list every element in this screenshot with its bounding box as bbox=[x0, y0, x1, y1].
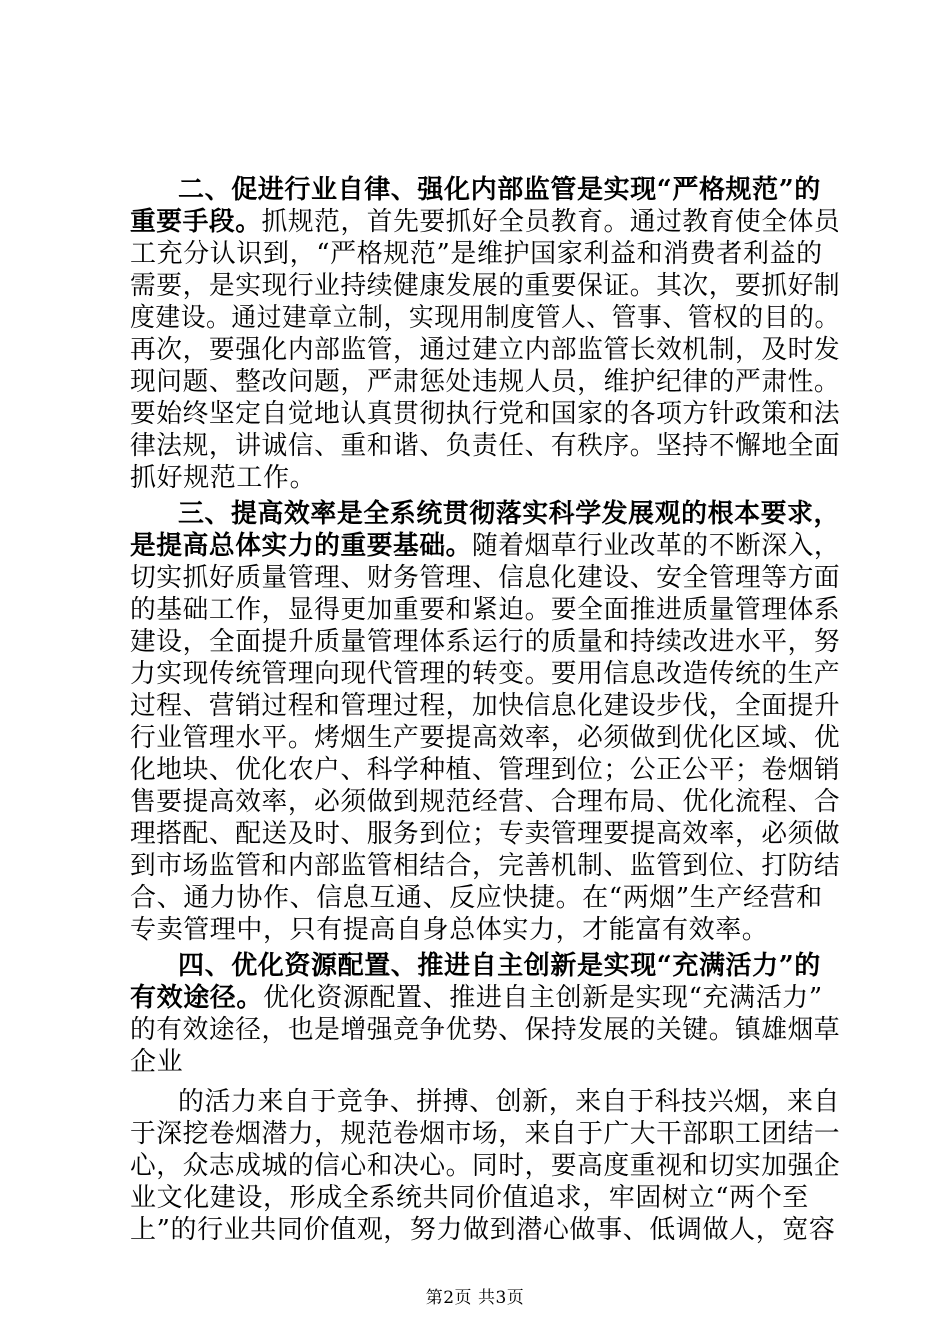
text-line: 过程、营销过程和管理过程，加快信息化建设步伐，全面提升 bbox=[130, 691, 841, 721]
text-line: 力实现传统管理向现代管理的转变。要用信息改造传统的生产 bbox=[130, 659, 841, 689]
section-heading-2: 二、促进行业自律、强化内部监管是实现“严格规范”的 bbox=[178, 175, 821, 205]
text-line: 抓好规范工作。 bbox=[130, 463, 317, 493]
text-line: 建设，全面提升质量管理体系运行的质量和持续改进水平，努 bbox=[130, 627, 841, 657]
text-line: 售要提高效率，必须做到规范经营、合理布局、优化流程、合 bbox=[130, 787, 841, 817]
text-line: 要始终坚定自觉地认真贯彻执行党和国家的各项方针政策和法 bbox=[130, 399, 841, 429]
text-line: 度建设。通过建章立制，实现用制度管人、管事、管权的目的。 bbox=[130, 303, 840, 333]
text-line: 切实抓好质量管理、财务管理、信息化建设、安全管理等方面 bbox=[130, 563, 841, 593]
text-line: 心，众志成城的信心和决心。同时，要高度重视和切实加强企 bbox=[130, 1151, 841, 1181]
text-line: 于深挖卷烟潜力，规范卷烟市场，来自于广大干部职工团结一 bbox=[130, 1119, 841, 1149]
page-footer: 第2页 共3页 bbox=[425, 1288, 525, 1308]
text-line: 工充分认识到，“严格规范”是维护国家利益和消费者利益的 bbox=[130, 239, 823, 269]
text-line: 上”的行业共同价值观，努力做到潜心做事、低调做人，宽容 bbox=[130, 1215, 836, 1245]
text-line: 理搭配、配送及时、服务到位；专卖管理要提高效率，必须做 bbox=[130, 819, 841, 849]
text-line: 现问题、整改问题，严肃惩处违规人员，维护纪律的严肃性。 bbox=[130, 367, 841, 397]
text-line: 化地块、优化农户、科学种植、管理到位；公正公平；卷烟销 bbox=[130, 755, 841, 785]
text-line: 企业 bbox=[130, 1047, 184, 1077]
section-heading-4: 四、优化资源配置、推进自主创新是实现“充满活力”的 bbox=[178, 951, 821, 981]
section-heading-4-cont: 有效途径。 bbox=[130, 983, 264, 1013]
text-line: 的基础工作，显得更加重要和紧迫。要全面推进质量管理体系 bbox=[130, 595, 841, 625]
text-segment: 优化资源配置、推进自主创新是实现“充满活力” bbox=[263, 983, 823, 1013]
text-line: 合、通力协作、信息互通、反应快捷。在“两烟”生产经营和 bbox=[130, 883, 823, 913]
text-line: 到市场监管和内部监管相结合，完善机制、监管到位、打防结 bbox=[130, 851, 841, 881]
text-segment: 随着烟草行业改革的不断深入， bbox=[471, 531, 841, 561]
text-line bbox=[130, 983, 823, 1013]
text-line bbox=[130, 531, 840, 561]
text-segment: 抓规范，首先要抓好全员教育。通过教育使全体员 bbox=[261, 207, 841, 237]
section-heading-3-cont: 是提高总体实力的重要基础。 bbox=[130, 531, 472, 561]
text-line: 业文化建设，形成全系统共同价值追求，牢固树立“两个至 bbox=[130, 1183, 809, 1213]
section-heading-2-cont: 重要手段。 bbox=[130, 207, 262, 237]
text-line: 的有效途径，也是增强竞争优势、保持发展的关键。镇雄烟草 bbox=[130, 1015, 841, 1045]
text-line: 律法规，讲诚信、重和谐、负责任、有秩序。坚持不懈地全面 bbox=[130, 431, 841, 461]
text-line: 行业管理水平。烤烟生产要提高效率，必须做到优化区域、优 bbox=[130, 723, 841, 753]
text-line bbox=[130, 207, 840, 237]
section-heading-3: 三、提高效率是全系统贯彻落实科学发展观的根本要求， bbox=[178, 499, 841, 529]
text-line: 专卖管理中，只有提高自身总体实力，才能富有效率。 bbox=[130, 915, 769, 945]
text-line: 的活力来自于竞争、拼搏、创新，来自于科技兴烟，来自 bbox=[178, 1087, 841, 1117]
text-line: 再次，要强化内部监管，通过建立内部监管长效机制，及时发 bbox=[130, 335, 841, 365]
text-line: 需要，是实现行业持续健康发展的重要保证。其次，要抓好制 bbox=[130, 271, 841, 301]
